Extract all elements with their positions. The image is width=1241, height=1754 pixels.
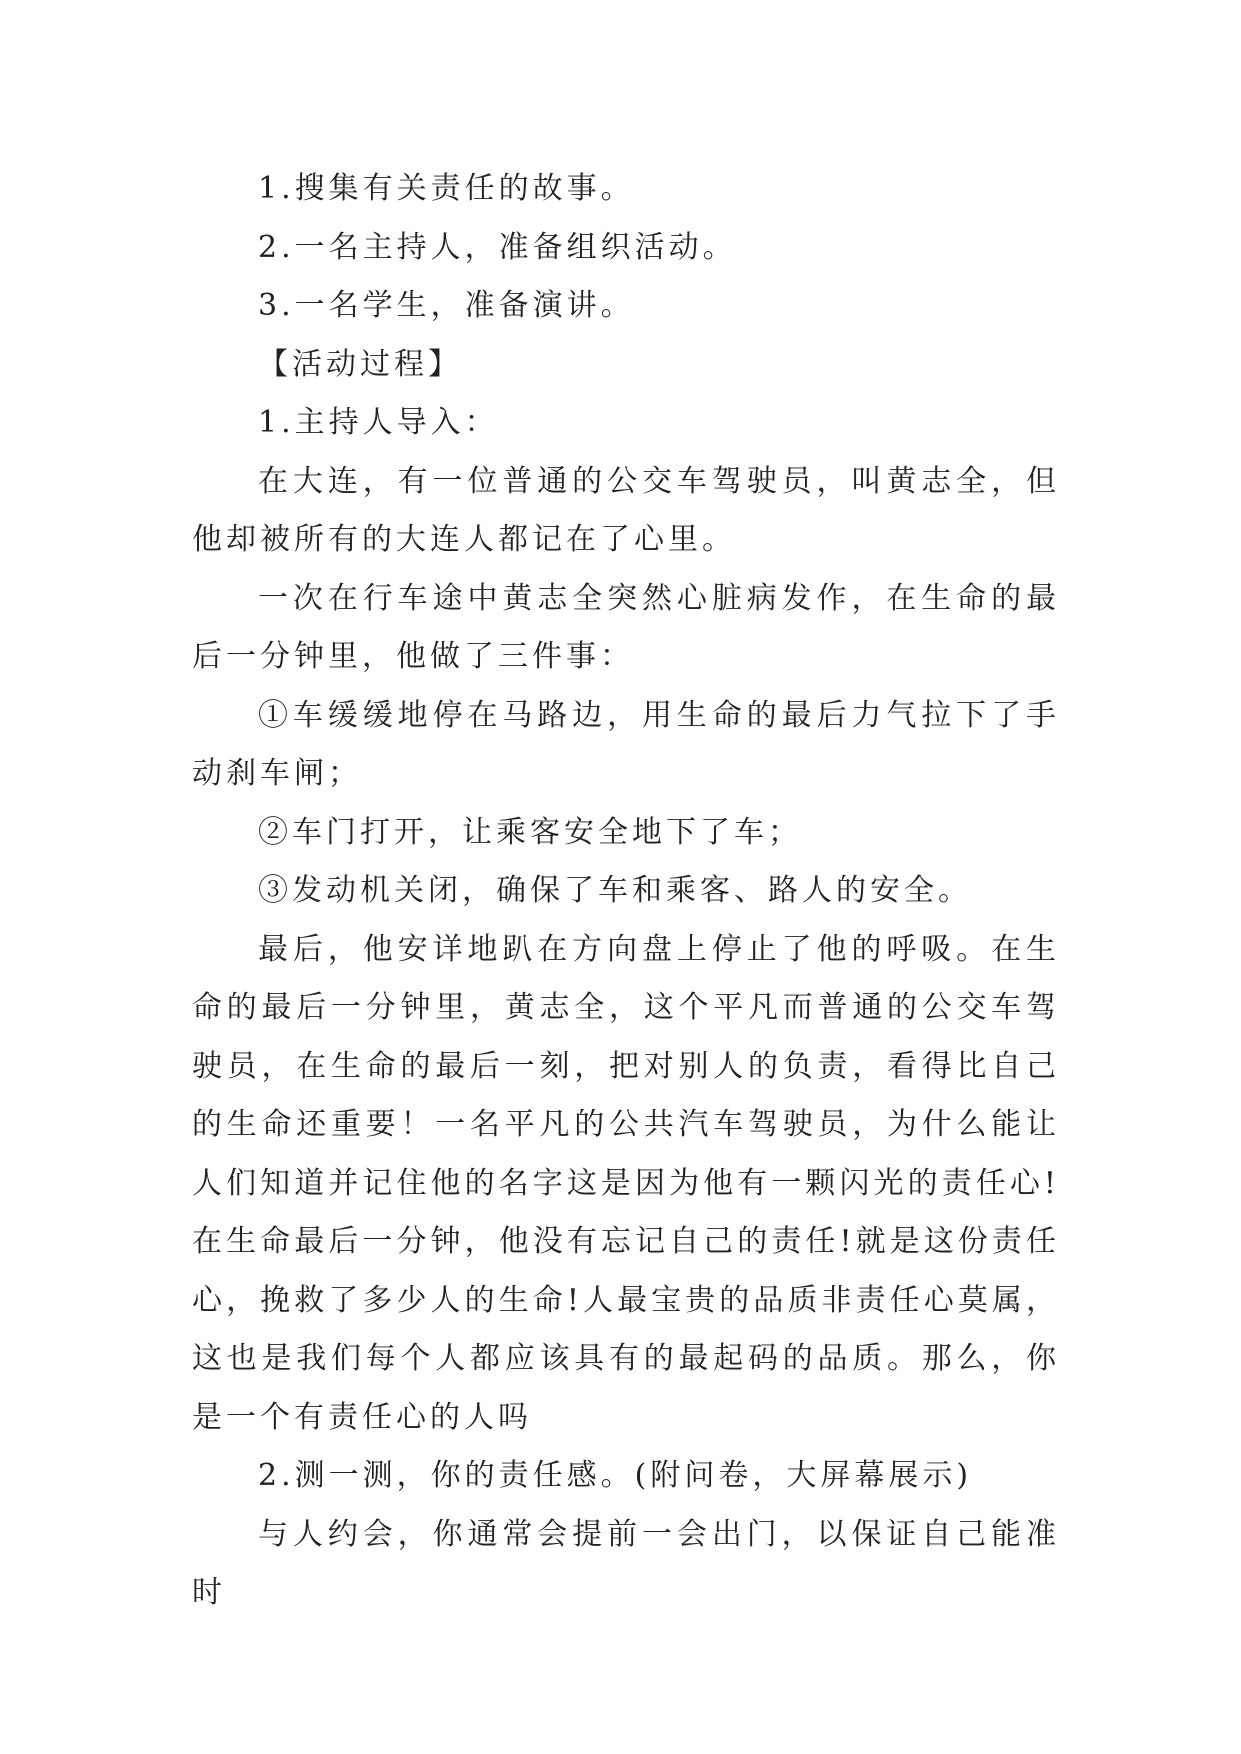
list-item-collect-stories: 1.搜集有关责任的故事。 bbox=[258, 171, 635, 206]
step-heading-test: 2.测一测，你的责任感。(附问卷，大屏幕展示) bbox=[258, 1458, 973, 1493]
document-body bbox=[192, 160, 1060, 1623]
list-item-host: 2.一名主持人，准备组织活动。 bbox=[258, 229, 737, 265]
list-item-engine-off: ③发动机关闭，确保了车和乘客、路人的安全。 bbox=[258, 873, 972, 908]
paragraph-appointment: 与人约会，你通常会提前一会出门，以保证自己能准时 bbox=[192, 1516, 1060, 1610]
list-item-student-speech: 3.一名学生，准备演讲。 bbox=[258, 288, 635, 323]
section-heading-activity-process: 【活动过程】 bbox=[258, 346, 462, 382]
list-item-open-door: ②车门打开，让乘客安全地下了车； bbox=[258, 814, 802, 850]
list-item-stop-car: ①车缓缓地停在马路边，用生命的最后力气拉下了手动刹车闸； bbox=[192, 697, 1060, 791]
paragraph-dalian-driver: 在大连，有一位普通的公交车驾驶员，叫黄志全，但他却被所有的大连人都记在了心里。 bbox=[192, 463, 1060, 557]
paragraph-heart-attack: 一次在行车途中黄志全突然心脏病发作，在生命的最后一分钟里，他做了三件事： bbox=[192, 580, 1060, 674]
paragraph-responsibility: 最后，他安详地趴在方向盘上停止了他的呼吸。在生命的最后一分钟里，黄志全，这个平凡而普通的公交车驾驶员，在生命的最后一刻，把对别人的负责，看得比自己的生命还重要！一名平凡的公共汽车驾驶员，为什么能让人们知道并记住他的名字这是因为他有一颗闪光的责任心!在生命最后一分钟，他没有忘记自己的责任!就是这份责任心，挽救了多少人的生命!人最宝贵的品质非责任心莫属，这也是我们每个人都应该具有的最起码的品质。那么，你是一个有责任心的人吗 bbox=[192, 931, 1060, 1435]
step-heading-host-intro: 1.主持人导入： bbox=[258, 405, 499, 440]
